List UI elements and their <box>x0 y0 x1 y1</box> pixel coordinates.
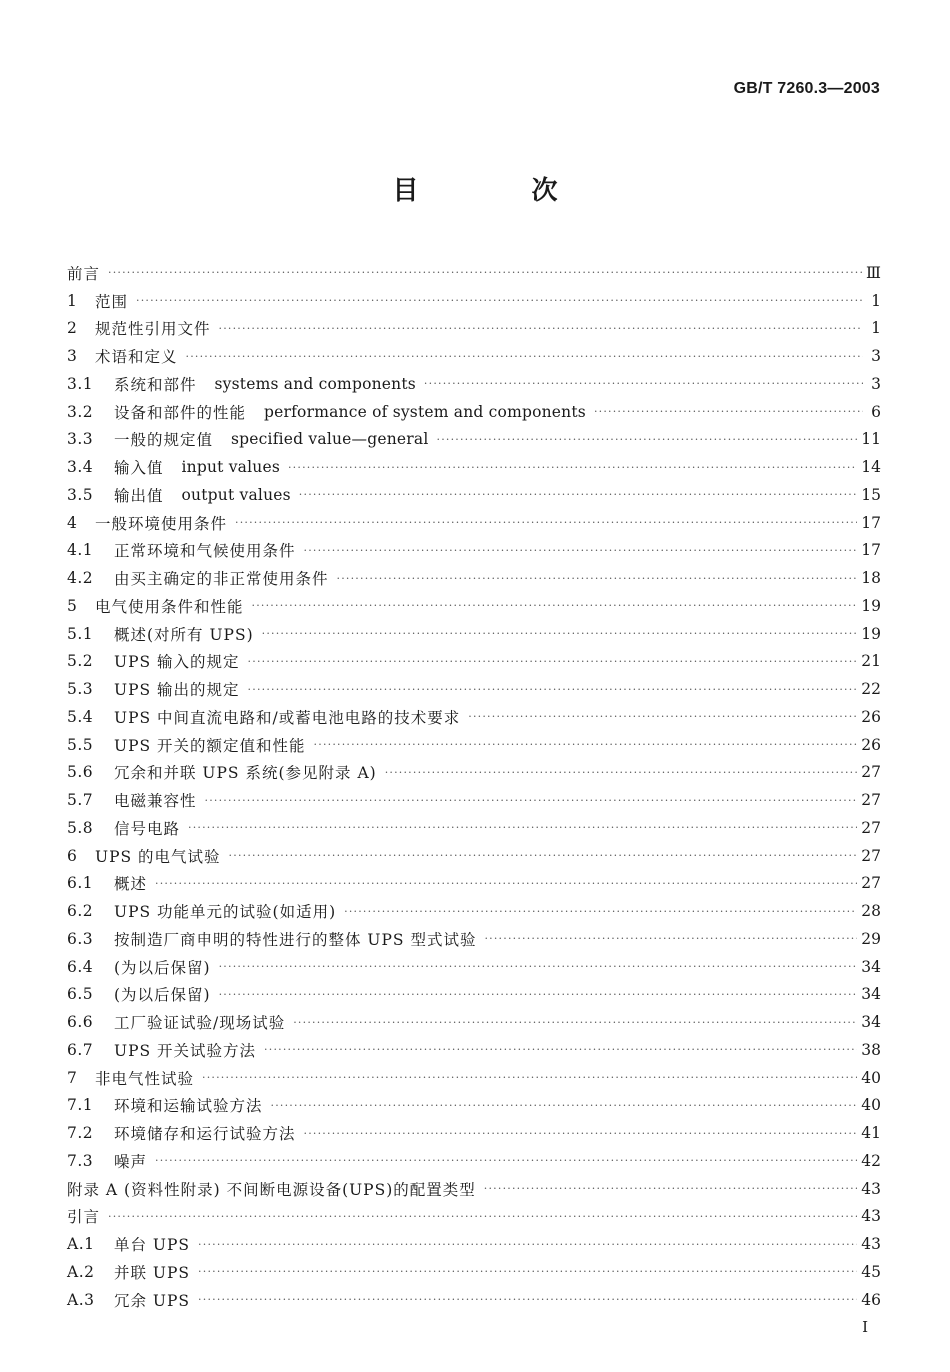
toc-entry-page-number: 40 <box>861 1096 881 1115</box>
toc-entry-page-number: 1 <box>871 291 881 310</box>
toc-entry-page-number: 27 <box>861 874 881 893</box>
toc-entry[interactable] <box>67 1092 881 1120</box>
toc-entry-number: 7 <box>67 1068 78 1087</box>
toc-entry[interactable] <box>67 814 881 842</box>
toc-entry[interactable] <box>67 1230 881 1258</box>
toc-entry-label: UPS 的电气试验 <box>95 847 221 866</box>
toc-entry-number: 4.2 <box>67 569 94 588</box>
toc-entry-number: 4.1 <box>67 541 94 560</box>
toc-entry-english-label: performance of system and components <box>264 402 586 421</box>
toc-entry-label: 概述 <box>114 875 148 894</box>
toc-entry-page-number: 17 <box>861 513 881 532</box>
toc-entry-page-number: 43 <box>861 1235 881 1254</box>
dot-leader <box>188 821 857 834</box>
toc-entry-label: 非电气性试验 <box>95 1069 195 1088</box>
toc-entry-label: 一般的规定值 <box>114 431 214 450</box>
toc-entry-label: 引言 <box>67 1208 101 1227</box>
dot-leader <box>229 849 858 862</box>
toc-entry-number: 3 <box>67 347 78 366</box>
toc-entry-label: UPS 功能单元的试验(如适用) <box>114 903 337 922</box>
toc-entry[interactable] <box>67 1258 881 1286</box>
toc-entry-number: 5.6 <box>67 763 94 782</box>
toc-entry[interactable] <box>67 537 881 565</box>
dot-leader <box>186 350 863 363</box>
toc-title: 目 次 <box>392 176 610 206</box>
dot-leader <box>219 322 863 335</box>
toc-entry-page-number: 26 <box>861 735 881 754</box>
dot-leader <box>235 516 857 529</box>
dot-leader <box>108 1210 857 1223</box>
dot-leader <box>344 905 857 918</box>
toc-entry-english-label: input values <box>181 458 280 477</box>
toc-entry-label: 概述(对所有 UPS) <box>114 625 254 644</box>
toc-entry-page-number: 42 <box>861 1151 881 1170</box>
dot-leader <box>385 766 858 779</box>
dot-leader <box>155 1154 857 1167</box>
toc-entry-number: 5 <box>67 596 78 615</box>
toc-entry-label: 冗余和并联 UPS 系统(参见附录 A) <box>114 764 377 783</box>
toc-entry-page-number: 1 <box>871 319 881 338</box>
toc-entry[interactable] <box>67 786 881 814</box>
toc-entry-number: 6.5 <box>67 985 94 1004</box>
toc-entry-number: 7.1 <box>67 1096 94 1115</box>
toc-entry-number: 6.3 <box>67 929 94 948</box>
toc-entry[interactable] <box>67 287 881 315</box>
toc-entry[interactable] <box>67 1119 881 1147</box>
toc-entry-page-number: 29 <box>861 929 881 948</box>
toc-entry-label: 环境储存和运行试验方法 <box>114 1125 296 1144</box>
dot-leader <box>293 1016 857 1029</box>
toc-entry-label: 一般环境使用条件 <box>95 514 228 533</box>
toc-entry[interactable] <box>67 1286 881 1314</box>
toc-entry-label: 冗余 UPS <box>114 1291 191 1310</box>
toc-entry-page-number: 3 <box>871 374 881 393</box>
toc-entry-label: 术语和定义 <box>95 348 178 367</box>
toc-entry-page-number: 22 <box>861 680 881 699</box>
dot-leader <box>337 572 858 585</box>
toc-entry-number: 3.5 <box>67 485 94 504</box>
dot-leader <box>198 1293 857 1306</box>
toc-entry-number: A.3 <box>67 1290 95 1309</box>
toc-entry[interactable] <box>67 897 881 925</box>
toc-entry-number: 3.1 <box>67 374 94 393</box>
toc-entry-page-number: 11 <box>861 430 881 449</box>
toc-entry[interactable] <box>67 870 881 898</box>
dot-leader <box>304 544 858 557</box>
dot-leader <box>205 794 858 807</box>
toc-entry-page-number: 43 <box>861 1179 881 1198</box>
toc-entry[interactable] <box>67 981 881 1009</box>
toc-entry-number: 7.3 <box>67 1151 94 1170</box>
dot-leader <box>288 461 857 474</box>
toc-entry-page-number: 18 <box>861 569 881 588</box>
toc-entry-label: 正常环境和气候使用条件 <box>114 542 296 561</box>
toc-entry[interactable] <box>67 426 881 454</box>
toc-entry[interactable] <box>67 731 881 759</box>
table-of-contents <box>67 259 881 1314</box>
toc-entry-label: UPS 输入的规定 <box>114 653 240 672</box>
toc-entry-label: 系统和部件 <box>114 375 197 394</box>
toc-entry-label: 单台 UPS <box>114 1236 191 1255</box>
toc-entry-number: 5.1 <box>67 624 94 643</box>
dot-leader <box>468 710 857 723</box>
toc-entry-page-number: 46 <box>861 1290 881 1309</box>
toc-entry-page-number: 3 <box>871 347 881 366</box>
toc-entry-number: 6 <box>67 846 78 865</box>
toc-entry-number: 3.2 <box>67 402 94 421</box>
toc-entry-page-number: 6 <box>871 402 881 421</box>
toc-entry[interactable] <box>67 592 881 620</box>
dot-leader <box>314 738 858 751</box>
toc-entry-number: 7.2 <box>67 1124 94 1143</box>
dot-leader <box>198 1238 857 1251</box>
toc-entry-page-number: 28 <box>861 902 881 921</box>
toc-entry-number: 5.2 <box>67 652 94 671</box>
dot-leader <box>198 1265 857 1278</box>
toc-entry-number: 3.4 <box>67 458 94 477</box>
toc-entry[interactable] <box>67 759 881 787</box>
toc-entry-label: UPS 开关的额定值和性能 <box>114 736 306 755</box>
toc-entry-page-number: 15 <box>861 485 881 504</box>
toc-entry-number: A.2 <box>67 1262 95 1281</box>
toc-entry[interactable] <box>67 315 881 343</box>
toc-entry-page-number: 27 <box>861 846 881 865</box>
toc-entry-label: (为以后保留) <box>114 958 211 977</box>
toc-entry-english-label: systems and components <box>214 374 416 393</box>
dot-leader <box>304 1127 858 1140</box>
toc-entry-page-number: 38 <box>861 1040 881 1059</box>
toc-entry-number: 2 <box>67 319 78 338</box>
toc-entry-label: 设备和部件的性能 <box>114 403 247 422</box>
toc-entry-number: 5.8 <box>67 818 94 837</box>
toc-entry-label: UPS 中间直流电路和/或蓄电池电路的技术要求 <box>114 708 461 727</box>
toc-entry-label: 噪声 <box>114 1152 148 1171</box>
dot-leader <box>271 1099 858 1112</box>
toc-entry-page-number: 19 <box>861 596 881 615</box>
dot-leader <box>437 433 858 446</box>
toc-entry-number: A.1 <box>67 1235 95 1254</box>
toc-entry-label: 输入值 <box>114 459 164 478</box>
toc-entry-label: 输出值 <box>114 486 164 505</box>
dot-leader <box>484 932 857 945</box>
dot-leader <box>424 377 863 390</box>
toc-entry-number: 5.3 <box>67 680 94 699</box>
toc-entry-number: 3.3 <box>67 430 94 449</box>
toc-entry-page-number: 43 <box>861 1207 881 1226</box>
dot-leader <box>252 599 858 612</box>
toc-entry-number: 6.7 <box>67 1040 94 1059</box>
toc-entry-page-number: 26 <box>861 707 881 726</box>
toc-entry[interactable] <box>67 1064 881 1092</box>
toc-entry-label: UPS 开关试验方法 <box>114 1041 257 1060</box>
toc-entry-page-number: Ⅲ <box>866 263 881 282</box>
dot-leader <box>219 988 858 1001</box>
toc-entry-label: 环境和运输试验方法 <box>114 1097 263 1116</box>
toc-entry[interactable] <box>67 564 881 592</box>
dot-leader <box>248 683 858 696</box>
dot-leader <box>108 266 862 279</box>
dot-leader <box>136 294 863 307</box>
toc-entry-number: 6.6 <box>67 1013 94 1032</box>
toc-entry-label: (为以后保留) <box>114 986 211 1005</box>
page-folio: I <box>862 1318 868 1336</box>
toc-entry[interactable] <box>67 481 881 509</box>
dot-leader <box>264 1043 857 1056</box>
dot-leader <box>219 960 858 973</box>
toc-entry-page-number: 45 <box>861 1262 881 1281</box>
toc-entry-page-number: 17 <box>861 541 881 560</box>
toc-entry[interactable] <box>67 1008 881 1036</box>
toc-entry[interactable] <box>67 398 881 426</box>
dot-leader <box>262 627 858 640</box>
toc-entry[interactable] <box>67 1036 881 1064</box>
toc-entry-label: 附录 A (资料性附录) 不间断电源设备(UPS)的配置类型 <box>67 1180 476 1199</box>
toc-entry-number: 4 <box>67 513 78 532</box>
toc-entry-label: 按制造厂商申明的特性进行的整体 UPS 型式试验 <box>114 930 477 949</box>
toc-entry-page-number: 27 <box>861 763 881 782</box>
toc-entry[interactable] <box>67 925 881 953</box>
toc-entry[interactable] <box>67 370 881 398</box>
toc-entry-label: 前言 <box>67 264 101 283</box>
toc-entry-number: 6.1 <box>67 874 94 893</box>
toc-entry-page-number: 41 <box>861 1124 881 1143</box>
toc-entry-number: 5.5 <box>67 735 94 754</box>
toc-entry-label: 工厂验证试验/现场试验 <box>114 1014 286 1033</box>
toc-entry[interactable] <box>67 1147 881 1175</box>
toc-entry-number: 5.4 <box>67 707 94 726</box>
dot-leader <box>299 488 857 501</box>
dot-leader <box>594 405 863 418</box>
toc-entry-label: 电气使用条件和性能 <box>95 597 244 616</box>
toc-entry[interactable] <box>67 453 881 481</box>
toc-entry-page-number: 34 <box>861 1013 881 1032</box>
toc-entry-page-number: 14 <box>861 458 881 477</box>
toc-entry-page-number: 34 <box>861 985 881 1004</box>
toc-entry-page-number: 27 <box>861 791 881 810</box>
toc-entry-label: 由买主确定的非正常使用条件 <box>114 570 329 589</box>
toc-entry[interactable] <box>67 1175 881 1203</box>
toc-entry[interactable] <box>67 509 881 537</box>
toc-entry-label: 规范性引用文件 <box>95 320 211 339</box>
toc-entry-english-label: output values <box>181 485 291 504</box>
toc-entry[interactable] <box>67 953 881 981</box>
toc-entry-number: 6.4 <box>67 957 94 976</box>
toc-entry-page-number: 27 <box>861 818 881 837</box>
toc-entry-label: 电磁兼容性 <box>114 792 197 811</box>
toc-entry[interactable] <box>67 842 881 870</box>
toc-entry-number: 1 <box>67 291 78 310</box>
dot-leader <box>248 655 858 668</box>
standard-code: GB/T 7260.3—2003 <box>733 80 880 97</box>
dot-leader <box>202 1071 857 1084</box>
toc-entry-label: UPS 输出的规定 <box>114 681 240 700</box>
toc-entry-english-label: specified value—general <box>231 430 429 449</box>
toc-entry-label: 信号电路 <box>114 819 181 838</box>
toc-entry[interactable] <box>67 259 881 287</box>
toc-entry-page-number: 34 <box>861 957 881 976</box>
toc-entry-label: 范围 <box>95 292 129 311</box>
toc-entry[interactable] <box>67 675 881 703</box>
toc-entry-page-number: 40 <box>861 1068 881 1087</box>
toc-entry[interactable] <box>67 648 881 676</box>
toc-entry-number: 5.7 <box>67 791 94 810</box>
toc-entry[interactable] <box>67 342 881 370</box>
toc-entry[interactable] <box>67 620 881 648</box>
dot-leader <box>155 877 857 890</box>
toc-entry-page-number: 19 <box>861 624 881 643</box>
toc-entry[interactable] <box>67 1203 881 1231</box>
toc-entry[interactable] <box>67 703 881 731</box>
dot-leader <box>484 1182 857 1195</box>
toc-entry-page-number: 21 <box>861 652 881 671</box>
toc-entry-label: 并联 UPS <box>114 1263 191 1282</box>
toc-entry-number: 6.2 <box>67 902 94 921</box>
